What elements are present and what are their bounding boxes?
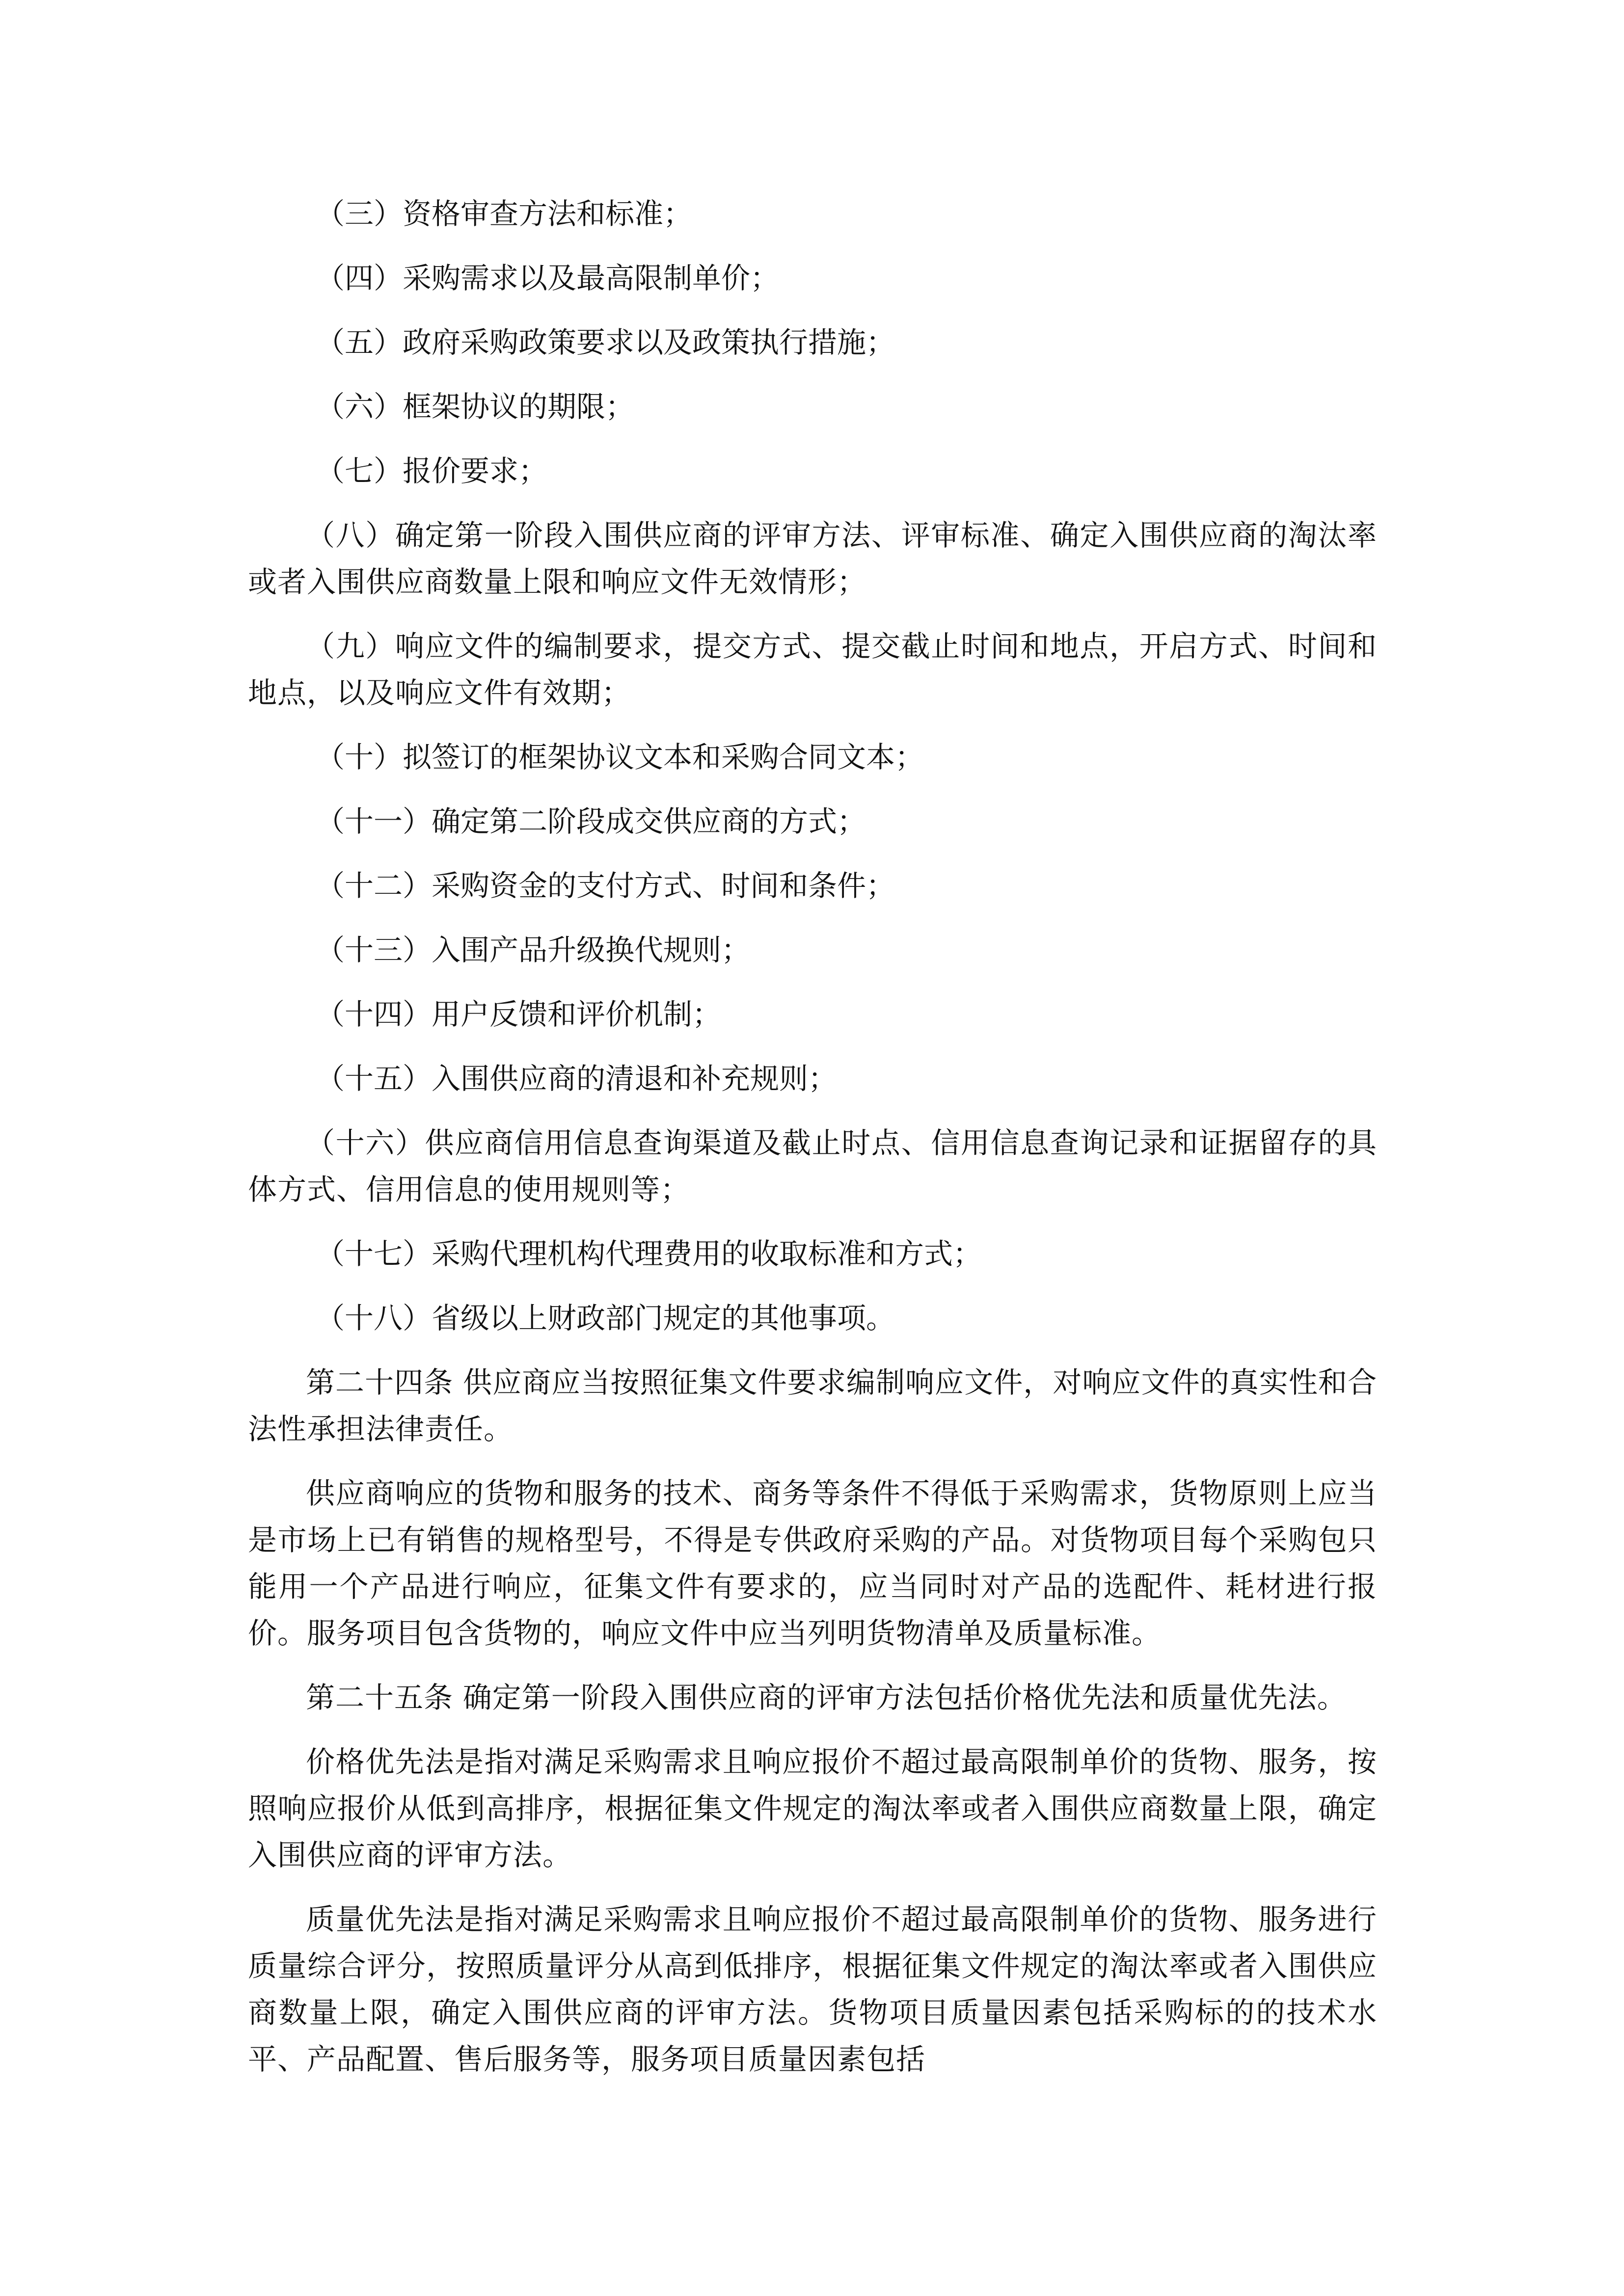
list-item: （六）框架协议的期限； [316, 390, 635, 424]
article-25: 第二十五条 确定第一阶段入围供应商的评审方法包括价格优先法和质量优先法。 [306, 1681, 1347, 1714]
list-item: （十八）省级以上财政部门规定的其他事项。 [316, 1301, 895, 1335]
article-25-paragraph-2: 价格优先法是指对满足采购需求且响应报价不超过最高限制单价的货物、服务，按照响应报价从低到高排序，根据征集文件规定的淘汰率或者入围供应商数量上限，确定入围供应商的评审方法。 [248, 1745, 1377, 1872]
article-24: 第二十四条 供应商应当按照征集文件要求编制响应文件，对响应文件的真实性和合法性承担法律责任。 [248, 1365, 1377, 1446]
list-item: （十五）入围供应商的清退和补充规则； [316, 1062, 838, 1095]
list-item: （十一）确定第二阶段成交供应商的方式； [316, 804, 866, 838]
document-body [248, 190, 1377, 2100]
article-25-paragraph-3: 质量优先法是指对满足采购需求且响应报价不超过最高限制单价的货物、服务进行质量综合评分，按照质量评分从高到低排序，根据征集文件规定的淘汰率或者入围供应商数量上限，确定入围供应商的评审方法。货物项目质量因素包括采购标的的技术水平、产品配置、售后服务等，服务项目质量因素包括 [248, 1902, 1377, 2076]
list-item: （十三）入围产品升级换代规则； [316, 933, 751, 967]
list-item: （四）采购需求以及最高限制单价； [316, 261, 780, 295]
list-item: （十七）采购代理机构代理费用的收取标准和方式； [316, 1237, 982, 1271]
list-item: （七）报价要求； [316, 454, 548, 488]
list-item-8: （八）确定第一阶段入围供应商的评审方法、评审标准、确定入围供应商的淘汰率或者入围供应商数量上限和响应文件无效情形； [248, 518, 1377, 599]
list-item-9: （九）响应文件的编制要求，提交方式、提交截止时间和地点，开启方式、时间和地点，以及响应文件有效期； [248, 629, 1377, 710]
list-item: （十二）采购资金的支付方式、时间和条件； [316, 869, 895, 903]
list-item: （十四）用户反馈和评价机制； [316, 997, 722, 1031]
list-item: （三）资格审查方法和标准； [316, 197, 693, 231]
list-item: （五）政府采购政策要求以及政策执行措施； [316, 325, 895, 359]
list-item: （十）拟签订的框架协议文本和采购合同文本； [316, 740, 924, 774]
article-24-paragraph-2: 供应商响应的货物和服务的技术、商务等条件不得低于采购需求，货物原则上应当是市场上已有销售的规格型号，不得是专供政府采购的产品。对货物项目每个采购包只能用一个产品进行响应，征集文件有要求的，应当同时对产品的选配件、耗材进行报价。服务项目包含货物的，响应文件中应当列明货物清单及质量标准。 [248, 1476, 1377, 1650]
list-item-16: （十六）供应商信用信息查询渠道及截止时点、信用信息查询记录和证据留存的具体方式、信用信息的使用规则等； [248, 1126, 1377, 1206]
